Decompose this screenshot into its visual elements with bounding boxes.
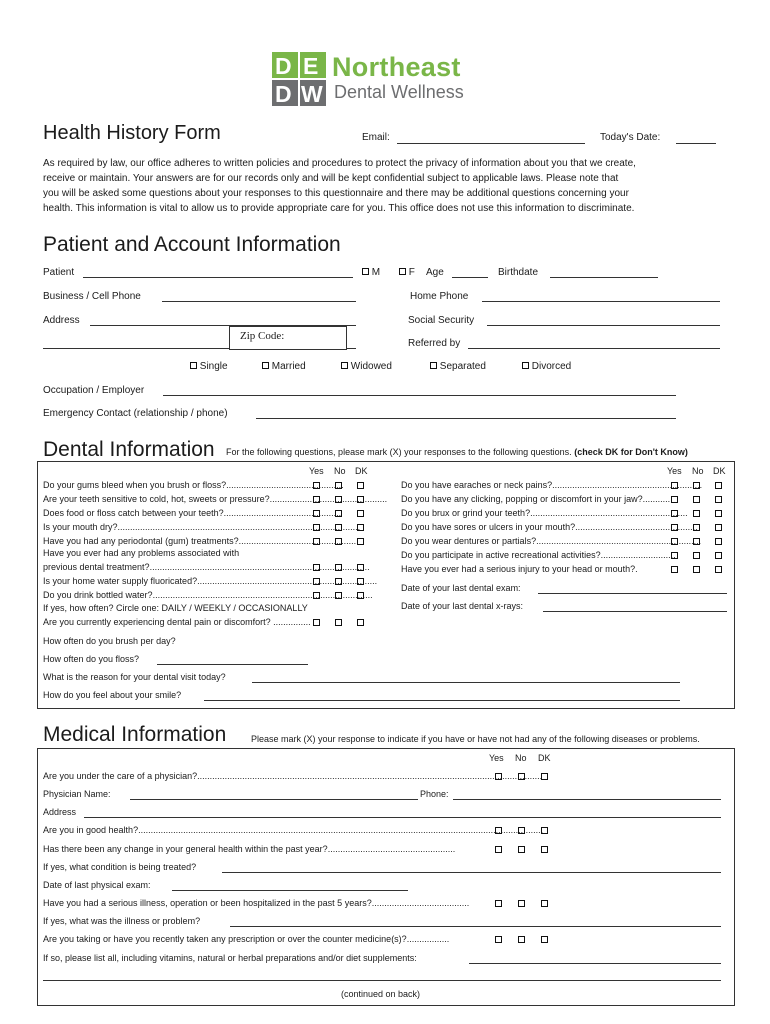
list-medicines-label: If so, please list all, including vitamins, natural or herbal preparations and/or diet supplements: (43, 953, 417, 963)
dentures-dk-checkbox[interactable] (715, 538, 722, 545)
emergency-contact-label: Emergency Contact (relationship / phone) (43, 408, 228, 419)
previous-no-checkbox[interactable] (335, 564, 342, 571)
dental-heading: Dental Information (43, 438, 215, 461)
last-xray-label: Date of your last dental x-rays: (401, 601, 524, 611)
last-dental-exam-field[interactable] (538, 593, 727, 594)
good-health-no-checkbox[interactable] (518, 827, 525, 834)
form-title: Health History Form (43, 122, 221, 144)
question-previous-treatment-2: previous dental treatment?........................................................................................ (43, 562, 370, 572)
medical-yes-header: Yes (489, 753, 504, 763)
pain-yes-checkbox[interactable] (313, 619, 320, 626)
food-no-checkbox[interactable] (335, 510, 342, 517)
brush-label: How often do you brush per day? (43, 636, 176, 646)
sensitive-no-checkbox[interactable] (335, 496, 342, 503)
illness-yes-checkbox[interactable] (495, 900, 502, 907)
medicine-dk-checkbox[interactable] (541, 936, 548, 943)
change-no-checkbox[interactable] (518, 846, 525, 853)
gums-no-checkbox[interactable] (335, 482, 342, 489)
intro-line-3: you will be asked some questions about your responses to this questionnaire and there may be additional questions concerning your (43, 188, 629, 199)
dental-left-dk-header: DK (355, 466, 368, 476)
change-yes-checkbox[interactable] (495, 846, 502, 853)
medical-dk-header: DK (538, 753, 551, 763)
svg-text:W: W (301, 81, 323, 107)
question-health-change: Has there been any change in your general health within the past year?................................................... (43, 844, 456, 854)
recreational-no-checkbox[interactable] (693, 552, 700, 559)
medicine-no-checkbox[interactable] (518, 936, 525, 943)
physician-address-field[interactable] (84, 817, 721, 818)
last-xray-field[interactable] (543, 611, 727, 612)
dental-instructions: For the following questions, please mark (X) your responses to the following questions. (check DK for Don't Know) (226, 447, 688, 457)
marital-widowed[interactable]: Widowed (341, 361, 392, 372)
earaches-no-checkbox[interactable] (693, 482, 700, 489)
last-dental-exam-label: Date of your last dental exam: (401, 583, 521, 593)
svg-text:E: E (303, 53, 319, 79)
good-health-yes-checkbox[interactable] (495, 827, 502, 834)
physician-no-checkbox[interactable] (518, 773, 525, 780)
earaches-yes-checkbox[interactable] (671, 482, 678, 489)
reason-field[interactable] (252, 682, 680, 683)
physician-dk-checkbox[interactable] (541, 773, 548, 780)
bottled-dk-checkbox[interactable] (357, 592, 364, 599)
intro-line-2: receive or maintain. Your answers are for our records only and will be kept confidential subject to applicable laws. Please note that (43, 173, 619, 184)
bottled-yes-checkbox[interactable] (313, 592, 320, 599)
water-dk-checkbox[interactable] (357, 578, 364, 585)
food-dk-checkbox[interactable] (357, 510, 364, 517)
bottled-no-checkbox[interactable] (335, 592, 342, 599)
referred-by-field[interactable] (468, 348, 720, 349)
todays-date-label: Today's Date: (600, 132, 661, 143)
pain-no-checkbox[interactable] (335, 619, 342, 626)
logo-name: Northeast (332, 52, 461, 82)
question-recreational: Do you participate in active recreational activities?.............................. (401, 550, 676, 560)
medical-box (37, 748, 735, 1006)
svg-text:D: D (275, 81, 292, 107)
jaw-no-checkbox[interactable] (693, 496, 700, 503)
question-jaw-clicking: Do you have any clicking, popping or discomfort in your jaw?........... (401, 494, 671, 504)
last-physical-field[interactable] (172, 890, 408, 891)
food-yes-checkbox[interactable] (313, 510, 320, 517)
recreational-dk-checkbox[interactable] (715, 552, 722, 559)
business-phone-label: Business / Cell Phone (43, 291, 141, 302)
pain-dk-checkbox[interactable] (357, 619, 364, 626)
question-bottled-water: Do you drink bottled water?........................................................................................ (43, 590, 373, 600)
age-field[interactable] (452, 277, 488, 278)
question-medicine: Are you taking or have you recently taken any prescription or over the counter medicine(s)?................. (43, 934, 450, 944)
sensitive-dk-checkbox[interactable] (357, 496, 364, 503)
marital-single[interactable]: Single (190, 361, 228, 372)
home-phone-label: Home Phone (410, 291, 469, 302)
sores-dk-checkbox[interactable] (715, 524, 722, 531)
injury-yes-checkbox[interactable] (671, 566, 678, 573)
list-medicines-field[interactable] (469, 963, 721, 964)
recreational-yes-checkbox[interactable] (671, 552, 678, 559)
dry-no-checkbox[interactable] (335, 524, 342, 531)
sensitive-yes-checkbox[interactable] (313, 496, 320, 503)
patient-label: Patient (43, 267, 75, 278)
list-medicines-field-2[interactable] (43, 980, 721, 981)
business-phone-field[interactable] (162, 301, 356, 302)
perio-yes-checkbox[interactable] (313, 538, 320, 545)
zip-code-placeholder: Zip Code: (240, 330, 285, 342)
marital-married[interactable]: Married (262, 361, 306, 372)
physician-name-field[interactable] (130, 799, 418, 800)
home-phone-field[interactable] (482, 301, 720, 302)
logo-mark-icon (272, 52, 326, 106)
gums-yes-checkbox[interactable] (313, 482, 320, 489)
smile-label: How do you feel about your smile? (43, 690, 182, 700)
water-yes-checkbox[interactable] (313, 578, 320, 585)
question-brux: Do you brux or grind your teeth?............................................................... (401, 508, 688, 518)
water-no-checkbox[interactable] (335, 578, 342, 585)
question-food-catch: Does food or floss catch between your teeth?............................................... (43, 508, 342, 518)
email-field[interactable] (397, 143, 585, 144)
physician-yes-checkbox[interactable] (495, 773, 502, 780)
occupation-label: Occupation / Employer (43, 385, 145, 396)
smile-field[interactable] (204, 700, 680, 701)
dental-right-yes-header: Yes (667, 466, 682, 476)
question-sensitive-teeth: Are your teeth sensitive to cold, hot, sweets or pressure?............................................... (43, 494, 388, 504)
condition-field[interactable] (222, 872, 721, 873)
continued-note: (continued on back) (341, 989, 421, 999)
jaw-yes-checkbox[interactable] (671, 496, 678, 503)
gums-dk-checkbox[interactable] (357, 482, 364, 489)
question-serious-illness: Have you had a serious illness, operation or been hospitalized in the past 5 years?....................................... (43, 898, 470, 908)
question-gums-bleed: Do your gums bleed when you brush or floss?............................................... (43, 480, 344, 490)
question-previous-treatment-1: Have you ever had any problems associated with (43, 548, 240, 558)
brux-no-checkbox[interactable] (693, 510, 700, 517)
emergency-contact-field[interactable] (256, 418, 676, 419)
question-periodontal: Have you had any periodontal (gum) treatments?............................................... (43, 536, 357, 546)
referred-by-label: Referred by (408, 338, 461, 349)
change-dk-checkbox[interactable] (541, 846, 548, 853)
question-water-fluoride: Is your home water supply fluoricated?........................................................................ (43, 576, 378, 586)
dry-yes-checkbox[interactable] (313, 524, 320, 531)
floss-label: How often do you floss? (43, 654, 140, 664)
physician-phone-label: Phone: (420, 789, 449, 799)
todays-date-field[interactable] (676, 143, 716, 144)
question-physician-care: Are you under the care of a physician?.......................................................................................................................................... (43, 771, 543, 781)
dentures-no-checkbox[interactable] (693, 538, 700, 545)
injury-dk-checkbox[interactable] (715, 566, 722, 573)
social-security-label: Social Security (408, 315, 475, 326)
what-illness-label: If yes, what was the illness or problem? (43, 916, 201, 926)
social-security-field[interactable] (487, 325, 720, 326)
illness-no-checkbox[interactable] (518, 900, 525, 907)
medical-heading: Medical Information (43, 723, 227, 746)
marital-divorced[interactable]: Divorced (522, 361, 571, 372)
medical-instructions: Please mark (X) your response to indicate if you have or have not had any of the following diseases or problems. (251, 734, 700, 744)
age-label: Age (426, 267, 444, 278)
question-head-injury: Have you ever had a serious injury to your head or mouth?. (401, 564, 638, 574)
question-sores: Do you have sores or ulcers in your mouth?................................................. (401, 522, 698, 532)
intro-line-1: As required by law, our office adheres to written policies and procedures to protect the privacy of information about you that we create, (43, 158, 636, 169)
sex-m-option[interactable]: M (362, 267, 380, 278)
jaw-dk-checkbox[interactable] (715, 496, 722, 503)
marital-separated[interactable]: Separated (430, 361, 486, 372)
physician-phone-field[interactable] (453, 799, 721, 800)
question-dentures: Do you wear dentures or partials?.................................................................. (401, 536, 702, 546)
floss-field[interactable] (157, 664, 308, 665)
earaches-dk-checkbox[interactable] (715, 482, 722, 489)
sex-f-option[interactable]: F (399, 267, 415, 278)
illness-dk-checkbox[interactable] (541, 900, 548, 907)
physician-address-label: Address (43, 807, 77, 817)
intro-line-4: health. This information is vital to allow us to provide appropriate care for you. This office does not use this information to discriminate. (43, 203, 635, 214)
email-label: Email: (362, 132, 390, 143)
condition-label: If yes, what condition is being treated? (43, 862, 197, 872)
sores-no-checkbox[interactable] (693, 524, 700, 531)
sores-yes-checkbox[interactable] (671, 524, 678, 531)
perio-dk-checkbox[interactable] (357, 538, 364, 545)
reason-label: What is the reason for your dental visit today? (43, 672, 226, 682)
question-good-health: Are you in good health?.................................................................................................................................................................. (43, 825, 544, 835)
birthdate-field[interactable] (550, 277, 658, 278)
occupation-field[interactable] (163, 395, 676, 396)
injury-no-checkbox[interactable] (693, 566, 700, 573)
question-how-often: If yes, how often? Circle one: DAILY / WEEKLY / OCCASIONALLY (43, 603, 308, 613)
physician-name-label: Physician Name: (43, 789, 111, 799)
good-health-dk-checkbox[interactable] (541, 827, 548, 834)
previous-yes-checkbox[interactable] (313, 564, 320, 571)
birthdate-label: Birthdate (498, 267, 539, 278)
logo-subtitle: Dental Wellness (334, 82, 464, 102)
zip-code-field[interactable] (229, 326, 347, 350)
question-dry-mouth: Is your mouth dry?................................................................................................. (43, 522, 361, 532)
brux-dk-checkbox[interactable] (715, 510, 722, 517)
dental-left-no-header: No (334, 466, 346, 476)
dental-left-yes-header: Yes (309, 466, 324, 476)
previous-dk-checkbox[interactable] (357, 564, 364, 571)
question-earaches: Do you have earaches or neck pains?............................................................ (401, 480, 703, 490)
address-label: Address (43, 315, 80, 326)
patient-heading: Patient and Account Information (43, 233, 341, 256)
dental-right-no-header: No (692, 466, 704, 476)
perio-no-checkbox[interactable] (335, 538, 342, 545)
dental-right-dk-header: DK (713, 466, 726, 476)
last-physical-label: Date of last physical exam: (43, 880, 151, 890)
dentures-yes-checkbox[interactable] (671, 538, 678, 545)
medical-no-header: No (515, 753, 527, 763)
question-dental-pain: Are you currently experiencing dental pain or discomfort? ............... (43, 617, 311, 627)
brux-yes-checkbox[interactable] (671, 510, 678, 517)
patient-name-field[interactable] (83, 277, 353, 278)
svg-text:D: D (275, 53, 292, 79)
dry-dk-checkbox[interactable] (357, 524, 364, 531)
what-illness-field[interactable] (230, 926, 721, 927)
medicine-yes-checkbox[interactable] (495, 936, 502, 943)
